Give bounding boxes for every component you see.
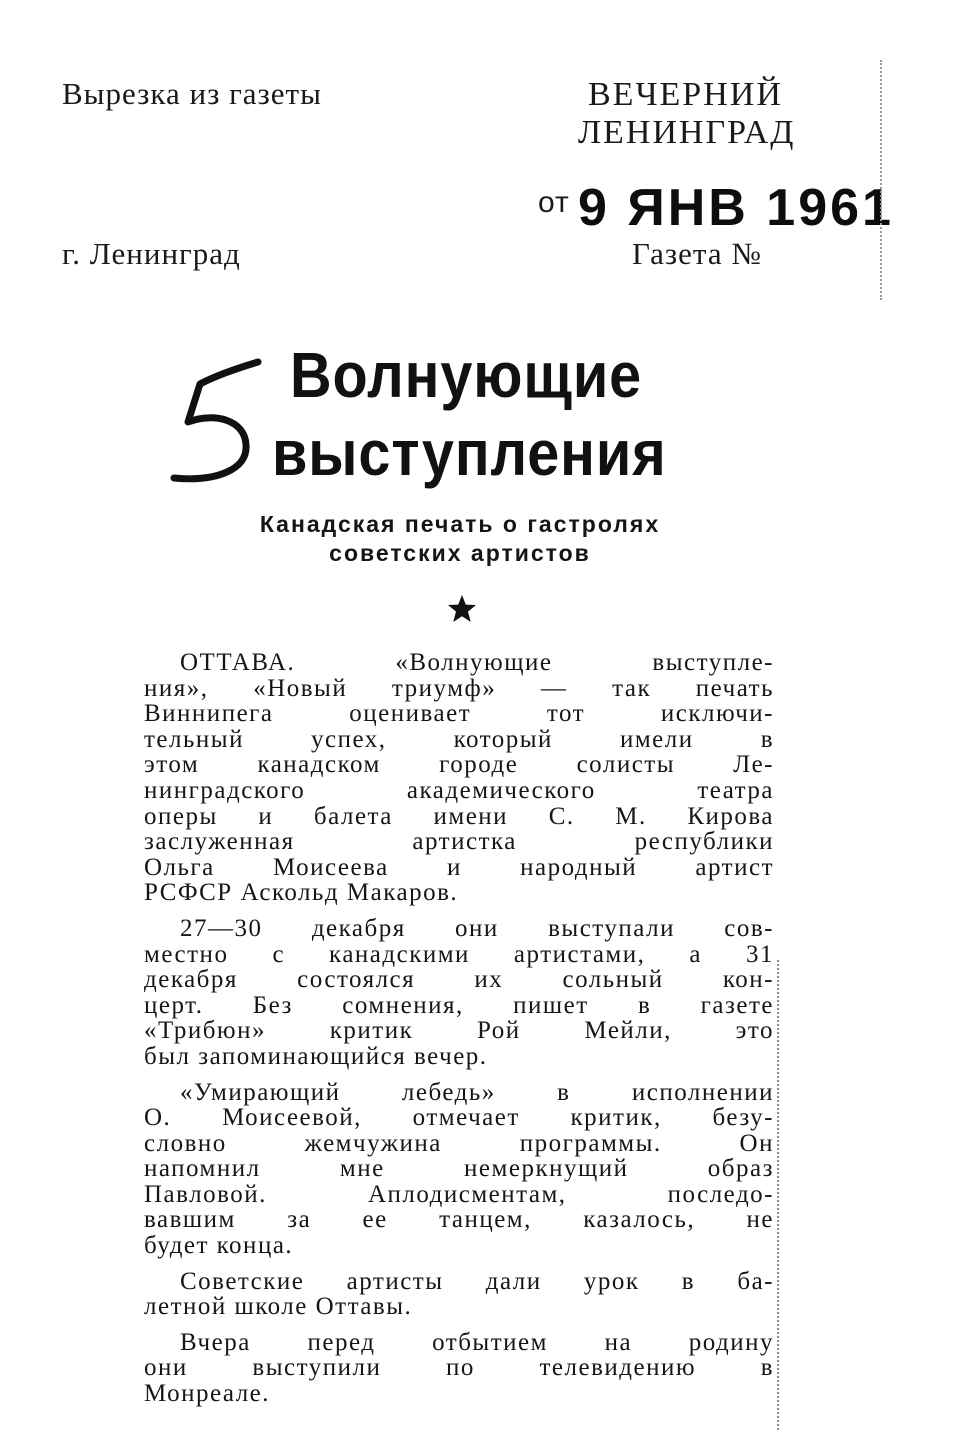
article-line: Монреале. (144, 1380, 271, 1408)
article-line: Виннипега оценивает тот исключи- (144, 700, 774, 728)
subheadline-line2: советских артистов (329, 540, 591, 566)
clipping-from-label: Вырезка из газеты (62, 76, 322, 111)
article-line: О. Моисеевой, отмечает критик, безу- (144, 1104, 774, 1132)
article-line: летной школе Оттавы. (144, 1293, 413, 1321)
article-line: тельный успех, который имели в (144, 725, 774, 753)
article-line: церт. Без сомнения, пишет в газете (144, 991, 774, 1019)
article-line: РСФСР Аскольд Макаров. (144, 879, 459, 907)
article-body (144, 650, 774, 1417)
article-paragraph (144, 916, 774, 1070)
article-line: «Трибюн» критик Рой Мейли, это (144, 1017, 774, 1045)
article-paragraph (144, 650, 774, 906)
article-line: Ольга Моисеева и народный артист (144, 853, 774, 881)
article-line: словно жемчужина программы. Он (144, 1129, 774, 1157)
subheadline-line1: Канадская печать о гастролях (259, 511, 661, 537)
article-line: нинградского академического театра (144, 776, 774, 804)
article-line: «Умирающий лебедь» в исполнении (180, 1078, 774, 1106)
article-line: ния», «Новый триумф» — так печать (144, 674, 774, 702)
article-line: они выступили по телевидению в (144, 1354, 774, 1382)
article-line: заслуженная артистка республики (144, 828, 774, 856)
article-line: 27—30 декабря они выступали сов- (180, 914, 774, 942)
article-subheadline (150, 510, 770, 568)
headline-line1: Волнующие (290, 339, 643, 411)
article-line: Вчера перед отбытием на родину (180, 1328, 774, 1356)
article-line: ОТТАВА. «Волнующие выступле- (180, 649, 774, 676)
article-line: оперы и балета имени С. М. Кирова (144, 802, 774, 830)
article-line: этом канадском городе солисты Ле- (144, 751, 774, 779)
article-line: был запоминающийся вечер. (144, 1042, 488, 1070)
handwritten-number-mark (160, 350, 270, 490)
star-icon (447, 594, 477, 624)
article-line: Советские артисты дали урок в ба- (180, 1267, 774, 1295)
article-line: декабря состоялся их сольный кон- (144, 966, 774, 994)
article-paragraph (144, 1330, 774, 1407)
article-line: вавшим за ее танцем, казалось, не (144, 1206, 774, 1234)
date-stamp: 9 ЯНВ 1961 (578, 179, 894, 237)
article-line: напомнил мне немеркнущий образ (144, 1155, 774, 1183)
article-line: Павловой. Аплодисментам, последо- (144, 1180, 774, 1208)
newspaper-name (578, 76, 796, 152)
clipping-cut-edge (777, 960, 779, 1430)
clipping-edge-mark (880, 60, 882, 300)
article-line: местно с канадскими артистами, а 31 (144, 940, 774, 968)
clipping-issue-label: Газета № (632, 236, 762, 271)
article-headline (272, 336, 711, 492)
newspaper-name-line2: ЛЕНИНГРАД (578, 114, 796, 151)
article-paragraph (144, 1080, 774, 1259)
clipping-city: г. Ленинград (62, 236, 241, 271)
headline-line2: выступления (272, 417, 667, 489)
newspaper-name-line1: ВЕЧЕРНИЙ (588, 76, 783, 113)
article-line: будет конца. (144, 1232, 294, 1260)
article-paragraph (144, 1269, 774, 1320)
date-prefix: от (538, 186, 570, 219)
